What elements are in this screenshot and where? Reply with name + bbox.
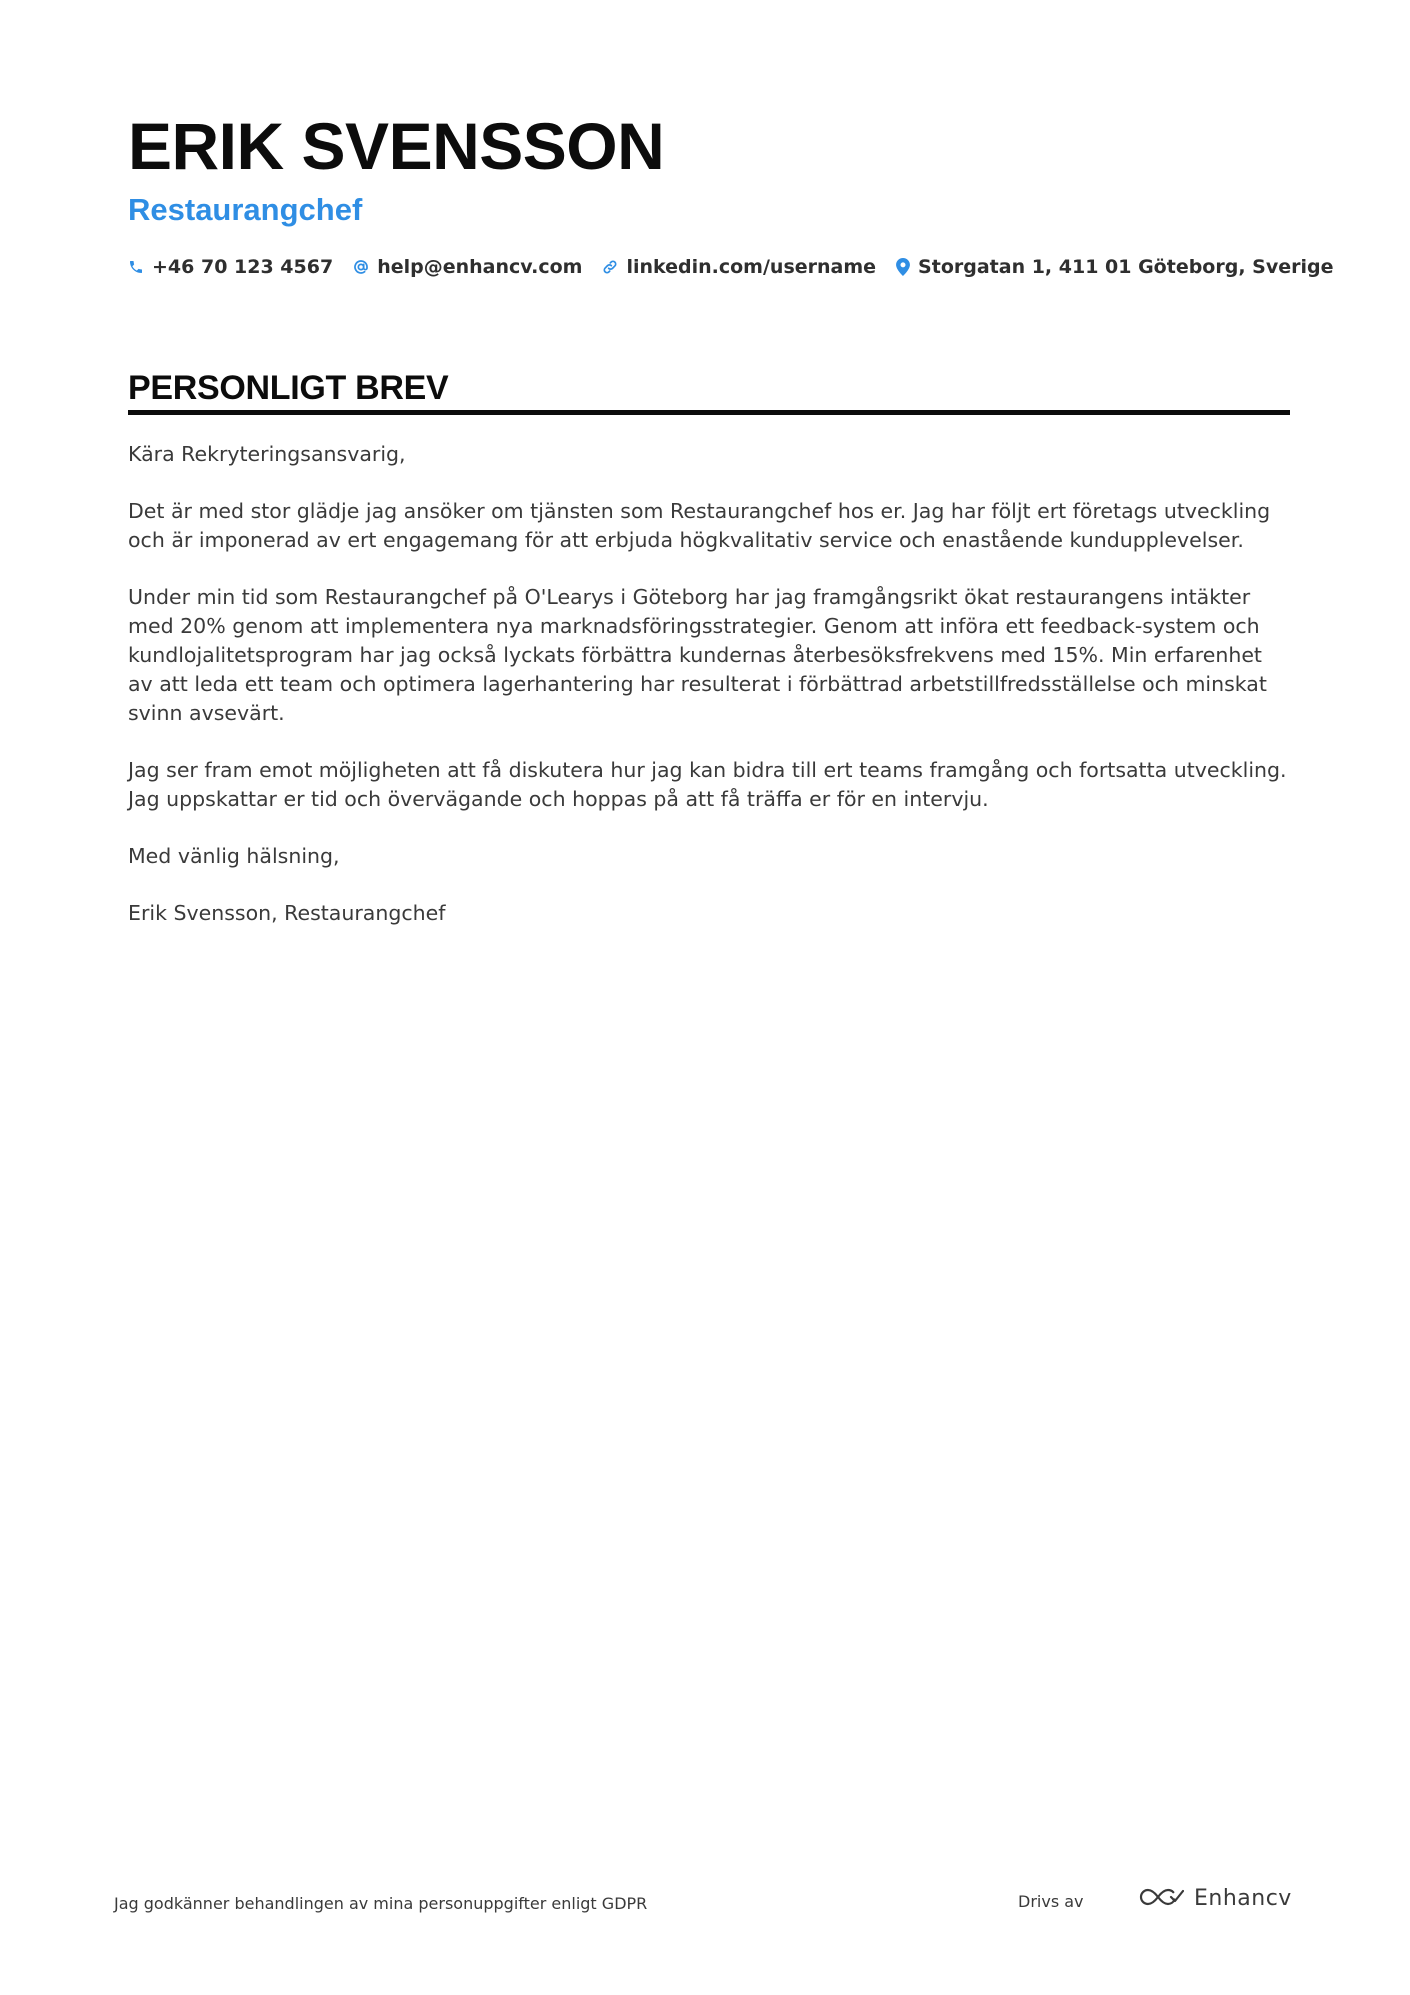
gdpr-consent: Jag godkänner behandlingen av mina personuppgifter enligt GDPR xyxy=(114,1894,648,1913)
section-title: PERSONLIGT BREV xyxy=(128,369,449,407)
letter-greeting: Kära Rekryteringsansvarig, xyxy=(128,442,406,466)
contact-address xyxy=(896,252,1333,282)
address-text: Storgatan 1, 411 01 Göteborg, Sverige xyxy=(918,256,1334,278)
enhancv-logo-icon xyxy=(1138,1885,1184,1913)
email-text[interactable]: help@enhancv.com xyxy=(377,256,583,278)
applicant-name: ERIK SVENSSON xyxy=(128,109,665,183)
contact-linkedin xyxy=(602,252,876,282)
linkedin-text[interactable]: linkedin.com/username xyxy=(626,256,877,278)
phone-text[interactable]: +46 70 123 4567 xyxy=(152,256,334,278)
letter-closing: Med vänlig hälsning, xyxy=(128,844,340,868)
letter-paragraph: Jag ser fram emot möjligheten att få diskutera hur jag kan bidra till ert teams framgång och fortsatta utveckling. Jag uppskattar er tid och övervägande och hoppas på att få träffa er för en intervju. xyxy=(128,758,1287,811)
location-pin-icon xyxy=(896,258,910,276)
letter-signature: Erik Svensson, Restaurangchef xyxy=(128,901,446,925)
phone-icon xyxy=(128,259,144,275)
at-icon xyxy=(353,259,369,275)
contact-phone xyxy=(128,252,333,282)
powered-by-label: Drivs av xyxy=(1018,1892,1084,1911)
section-divider xyxy=(128,410,1290,415)
contact-row xyxy=(128,252,1334,282)
applicant-title: Restaurangchef xyxy=(128,192,363,227)
contact-email xyxy=(353,252,582,282)
brand-logo[interactable] xyxy=(1138,1884,1292,1914)
link-icon xyxy=(602,259,618,275)
brand-name: Enhancv xyxy=(1194,1886,1292,1911)
letter-paragraph: Det är med stor glädje jag ansöker om tjänsten som Restaurangchef hos er. Jag har följt ert företags utveckling och är imponerad av ert engagemang för att erbjuda högkvalitativ service och enastående kundupplevelser. xyxy=(128,499,1271,552)
letter-paragraph: Under min tid som Restaurangchef på O'Learys i Göteborg har jag framgångsrikt ökat restaurangens intäkter med 20% genom att implementera nya marknadsföringsstrategier. Genom att införa ett feedback-system och kundlojalitetsprogram har jag också lyckats förbättra kundernas återbesöksfrekvens med 15%. Min erfarenhet av att leda ett team och optimera lagerhantering har resulterat i förbättrad arbetstillfredsställelse och minskat svinn avsevärt. xyxy=(128,585,1267,725)
letter-body xyxy=(128,440,1290,956)
